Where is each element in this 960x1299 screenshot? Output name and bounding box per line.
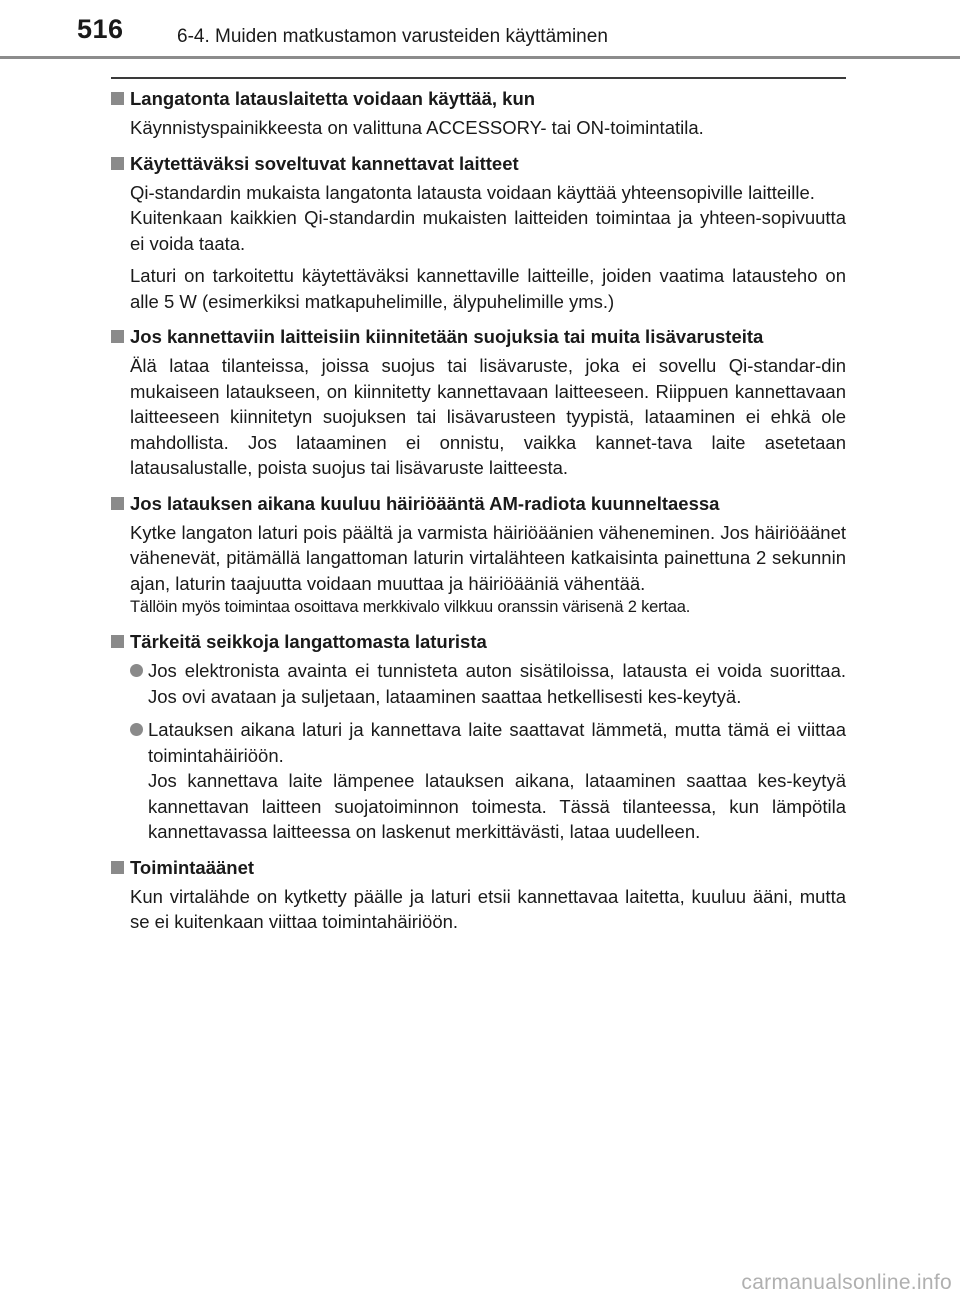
square-bullet-icon xyxy=(111,497,124,510)
paragraph: Qi-standardin mukaista langatonta latausta voidaan käyttää yhteensopiville laitteille. xyxy=(130,181,815,203)
section-heading xyxy=(111,86,846,111)
content-top-rule xyxy=(111,77,846,79)
circle-bullet-icon xyxy=(130,664,143,677)
page-header xyxy=(0,0,960,62)
section-am-radio-noise xyxy=(111,491,846,620)
section-operating-sounds xyxy=(111,855,846,935)
heading-text: Toimintaäänet xyxy=(130,856,255,878)
paragraph: Kun virtalähde on kytketty päälle ja laturi etsii kannettavaa laitetta, kuuluu ääni, mutta se ei kuitenkaan viittaa toimintahäiriöön. xyxy=(130,885,846,932)
square-bullet-icon xyxy=(111,861,124,874)
note-paragraph: Tällöin myös toimintaa osoittava merkkivalo vilkkuu oranssin värisenä 2 kertaa. xyxy=(130,598,691,616)
list-item-text: Jos elektronista avainta ei tunnisteta auton sisätiloissa, latausta ei voida suorittaa. Jos ovi avataan ja suljetaan, lataaminen saattaa hetkellisesti kes-keytyä. xyxy=(148,660,846,707)
square-bullet-icon xyxy=(111,635,124,648)
paragraph: Älä lataa tilanteissa, joissa suojus tai lisävaruste, joka ei sovellu Qi-standar-din mukaiseen lataukseen, on kiinnitetty kannettavaan laitteeseen. Riippuen kannettavaan laitteeseen kiinnitetyn suojuksen tai lisävarusteen tyypistä, lataaminen ei ehkä ole mahdollista. Jos lataaminen ei onnistu, vaikka kannet-tava laite asetetaan latausalustalle, poista suojus tai lisävaruste laitteesta. xyxy=(130,355,846,478)
section-important-points xyxy=(111,629,846,845)
heading-text: Langatonta latauslaitetta voidaan käyttää, kun xyxy=(130,88,536,109)
square-bullet-icon xyxy=(111,92,124,105)
heading-text: Jos kannettaviin laitteisiin kiinnitetään suojuksia tai muita lisävarusteita xyxy=(130,326,764,347)
list-item-text: Latauksen aikana laturi ja kannettava laite saattavat lämmetä, mutta tämä ei viittaa toimintahäiriöön. xyxy=(148,719,846,766)
section-heading xyxy=(111,491,846,516)
chapter-title: 6-4. Muiden matkustamon varusteiden käyttäminen xyxy=(177,26,608,47)
watermark-text: carmanualsonline.info xyxy=(741,1271,952,1294)
list-item xyxy=(130,717,846,768)
square-bullet-icon xyxy=(111,330,124,343)
circle-bullet-icon xyxy=(130,723,143,736)
section-compatible-devices xyxy=(111,151,846,315)
paragraph: Laturi on tarkoitettu käytettäväksi kannettaville laitteille, joiden vaatima latausteho on alle 5 W (esimerkiksi matkapuhelimille, älypuhelimille yms.) xyxy=(130,265,846,312)
square-bullet-icon xyxy=(111,157,124,170)
paragraph: Kytke langaton laturi pois päältä ja varmista häiriöäänien väheneminen. Jos häiriöäänet vähenevät, pitämällä langattoman laturin virtalähteen katkaisinta painettuna 2 sekunnin ajan, laturin taajuutta voidaan muuttaa ja häiriöääniä vähentää. xyxy=(130,521,846,594)
section-usage-conditions xyxy=(111,86,846,141)
section-heading xyxy=(111,324,846,349)
heading-text: Tärkeitä seikkoja langattomasta laturista xyxy=(130,631,487,652)
heading-text: Käytettäväksi soveltuvat kannettavat laitteet xyxy=(130,152,519,174)
section-covers-accessories xyxy=(111,324,846,481)
page-content xyxy=(111,86,846,945)
list-item-continuation: Jos kannettava laite lämpenee latauksen aikana, lataaminen saattaa kes-keytyä kannettavan laitteen suojatoiminnon toimesta. Tässä tilanteessa, kun lämpötila kannettavassa laitteessa on laskenut merkittävästi, lataa uudelleen. xyxy=(148,770,846,842)
paragraph: Kuitenkaan kaikkien Qi-standardin mukaisten laitteiden toimintaa ja yhteen-sopivuutta ei voida taata. xyxy=(130,207,846,254)
section-heading xyxy=(111,855,846,880)
paragraph: Käynnistyspainikkeesta on valittuna ACCESSORY- tai ON-toimintatila. xyxy=(130,117,704,138)
page-number: 516 xyxy=(77,14,124,44)
list-item xyxy=(130,658,846,709)
header-divider xyxy=(0,56,960,59)
section-heading xyxy=(111,629,846,654)
section-heading xyxy=(111,151,846,176)
heading-text: Jos latauksen aikana kuuluu häiriöääntä AM-radiota kuunneltaessa xyxy=(130,492,720,514)
